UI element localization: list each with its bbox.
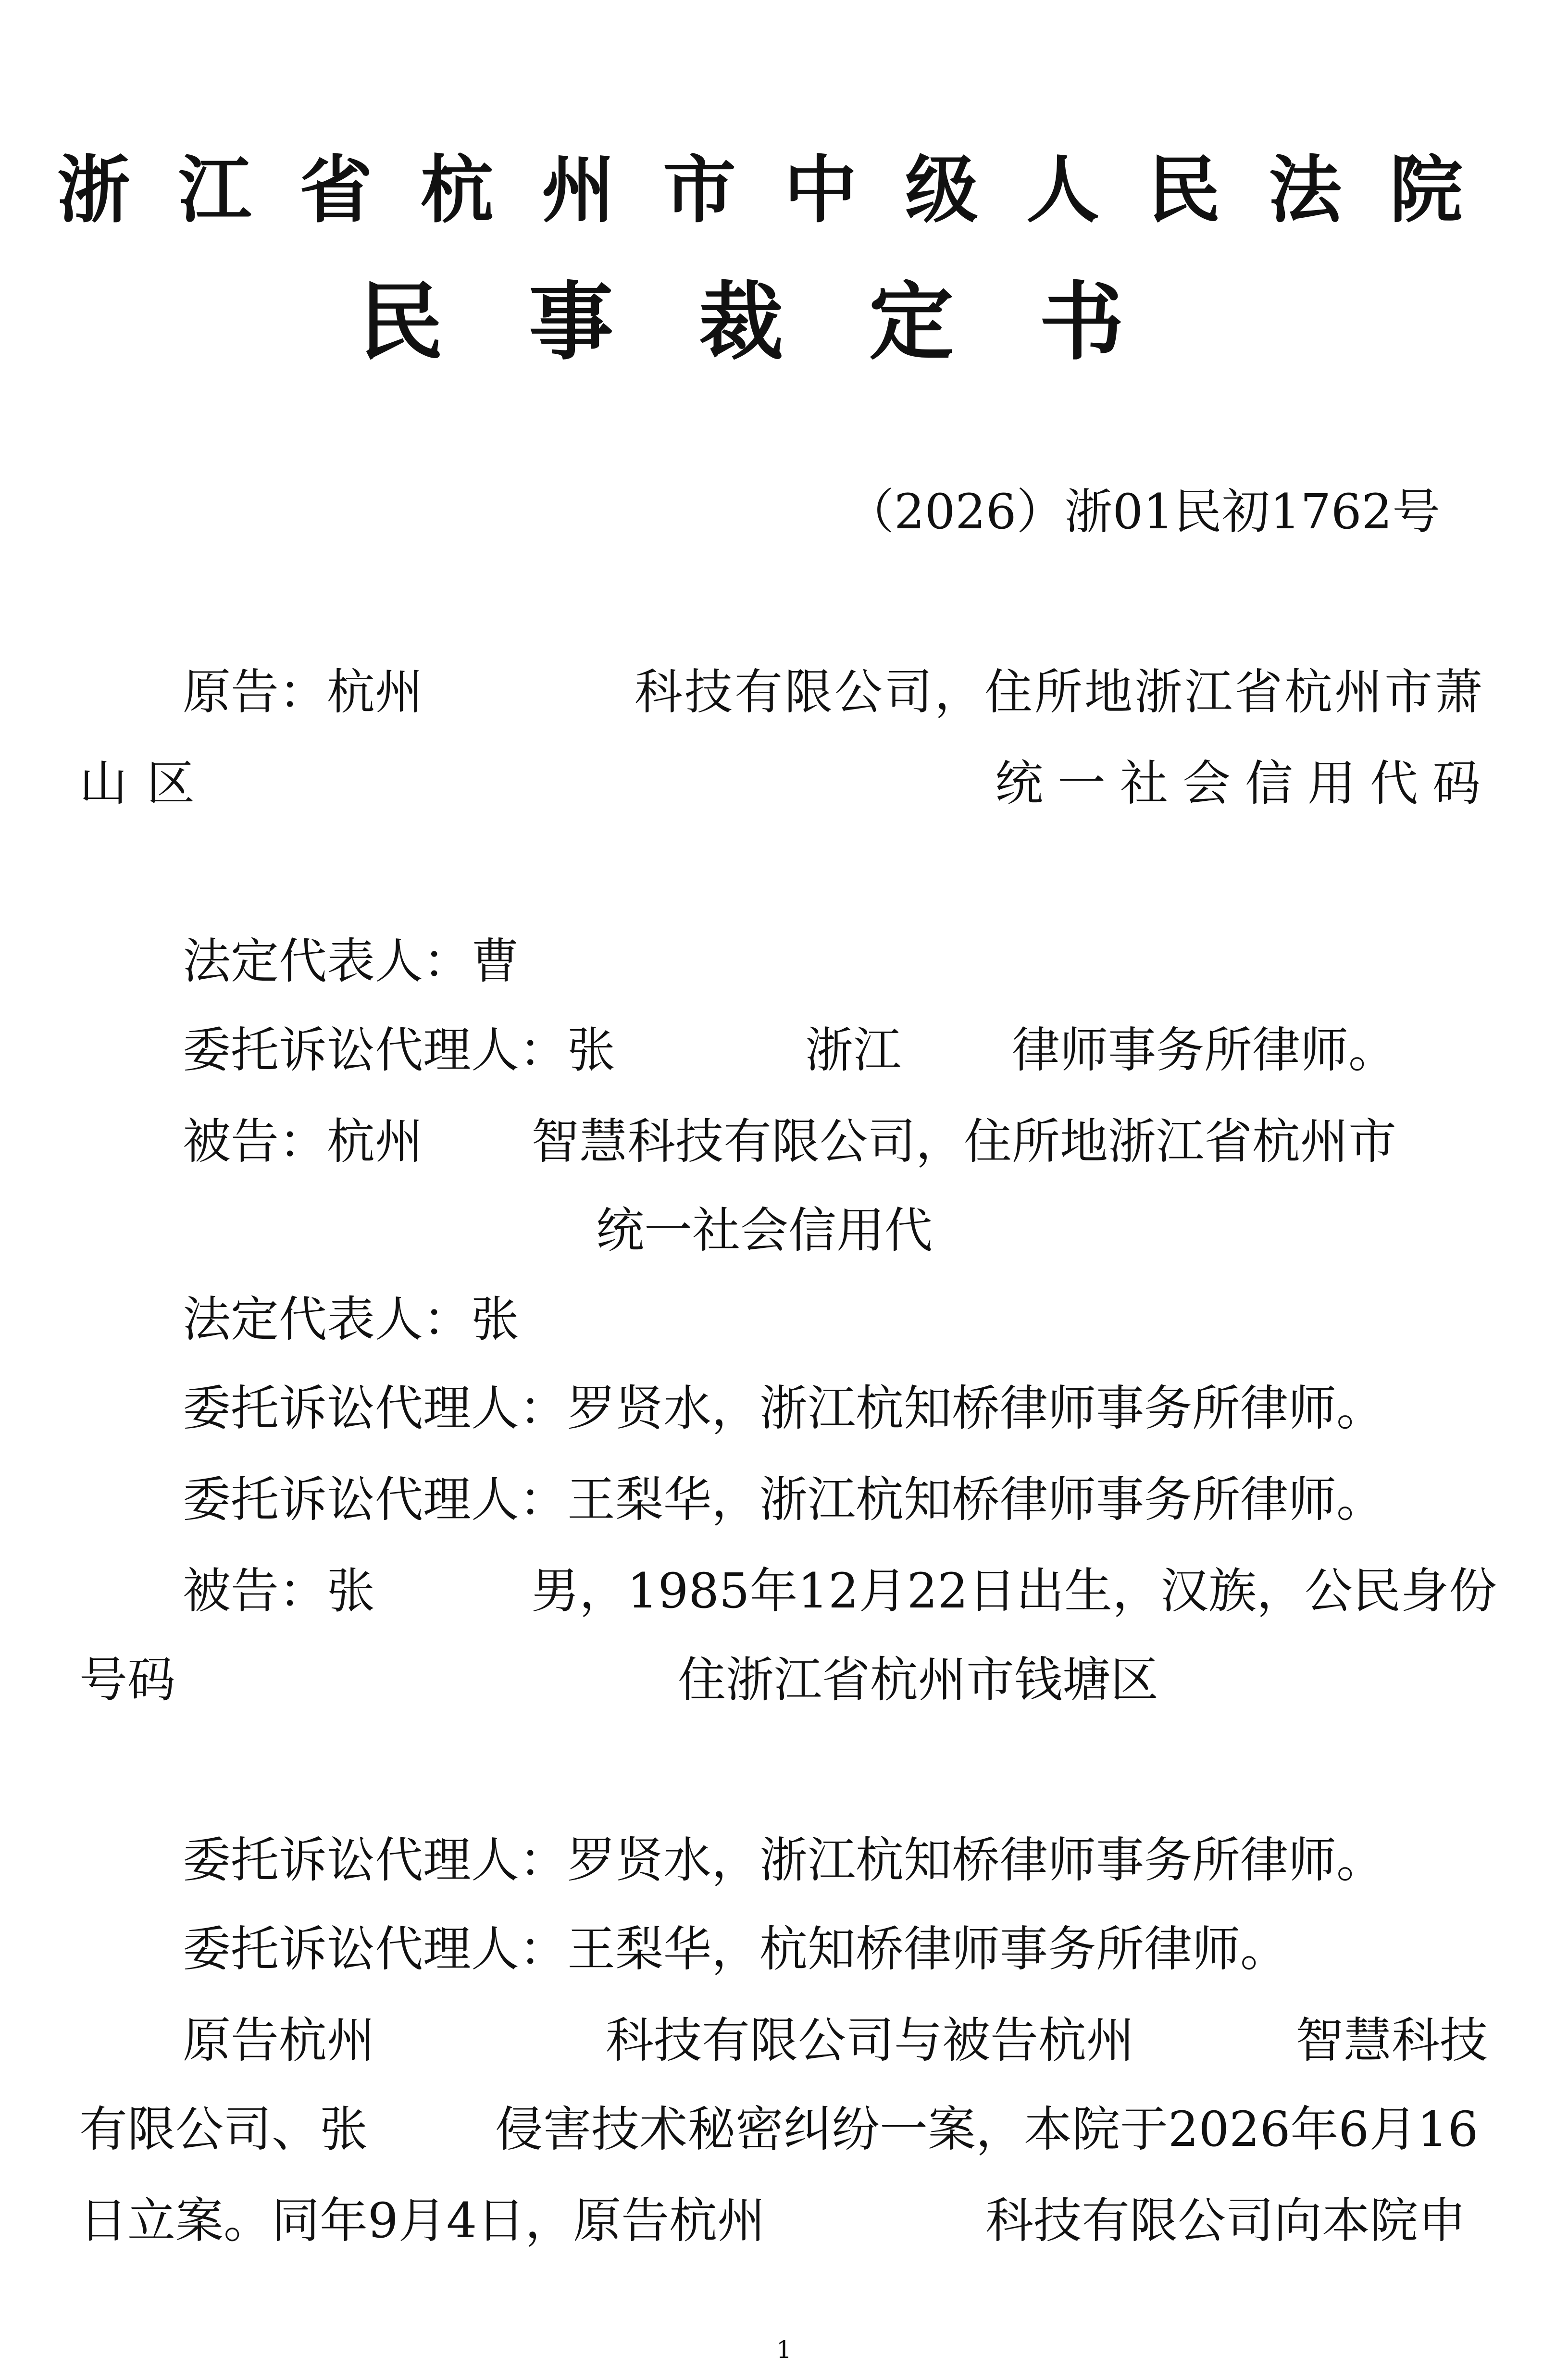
plaintiff-legal-rep: 法定代表人：曹 (183, 933, 519, 989)
plaintiff-line-1 (0, 659, 1568, 726)
body-case-description: 侵害技术秘密纠纷一案，本院于2026年6月16 (495, 2101, 1479, 2157)
defendant1-agent-1: 委托诉讼代理人：罗贤水，浙江杭知桥律师事务所律师。 (183, 1380, 1384, 1436)
plaintiff-agent-province: 浙江 (805, 1022, 901, 1078)
plaintiff-credit-code-label: 统一社会信用代码 (995, 755, 1495, 811)
court-name: 浙江省杭州市中级人民法院 (57, 147, 1511, 233)
plaintiff-agent-name: 委托诉讼代理人：张 (183, 1022, 615, 1078)
body-plaintiff-company: 科技有限公司与被告杭州 (606, 2012, 1134, 2068)
defendant1-agent-2: 委托诉讼代理人：王梨华，浙江杭知桥律师事务所律师。 (183, 1471, 1384, 1528)
defendant1-credit-code-label: 统一社会信用代 (596, 1202, 933, 1258)
defendant2-label: 被告：张 (183, 1563, 375, 1619)
case-number: （2026）浙01民初1762号 (846, 484, 1441, 540)
defendant1-line-1 (0, 1108, 1568, 1175)
defendant2-line-1 (0, 1557, 1568, 1625)
document-type: 民事裁定书 (358, 272, 1209, 372)
body-plaintiff-ref: 原告杭州 (183, 2012, 375, 2068)
body-line-1 (0, 2007, 1568, 2074)
plaintiff-agent-firm: 律师事务所律师。 (1012, 1022, 1396, 1078)
plaintiff-line-2 (0, 750, 1568, 817)
defendant1-legal-rep: 法定代表人：张 (183, 1291, 519, 1347)
defendant1-address: 智慧科技有限公司，住所地浙江省杭州市 (531, 1113, 1396, 1170)
defendant2-id-label: 号码 (79, 1652, 175, 1708)
plaintiff-agent (0, 1017, 1568, 1084)
body-defendant-company: 智慧科技 (1295, 2012, 1488, 2068)
body-application: 科技有限公司向本院申 (985, 2192, 1466, 2249)
plaintiff-district: 山区 (79, 755, 214, 811)
plaintiff-label: 原告：杭州 (183, 664, 423, 720)
defendant2-address: 住浙江省杭州市钱塘区 (678, 1652, 1158, 1708)
plaintiff-address: 科技有限公司，住所地浙江省杭州市萧 (635, 664, 1484, 720)
defendant2-line-2 (0, 1646, 1568, 1714)
body-defendant-name: 有限公司、张 (79, 2101, 368, 2157)
body-filing-date: 日立案。同年9月4日，原告杭州 (79, 2192, 766, 2249)
body-line-3 (0, 2187, 1568, 2254)
defendant2-agent-1: 委托诉讼代理人：罗贤水，浙江杭知桥律师事务所律师。 (183, 1832, 1384, 1888)
defendant2-agent-2: 委托诉讼代理人：王梨华，杭知桥律师事务所律师。 (183, 1921, 1288, 1977)
page-number: 1 (776, 2336, 792, 2364)
defendant1-label: 被告：杭州 (183, 1113, 423, 1170)
defendant2-details: 男，1985年12月22日出生，汉族，公民身份 (531, 1563, 1497, 1619)
body-line-2 (0, 2096, 1568, 2163)
